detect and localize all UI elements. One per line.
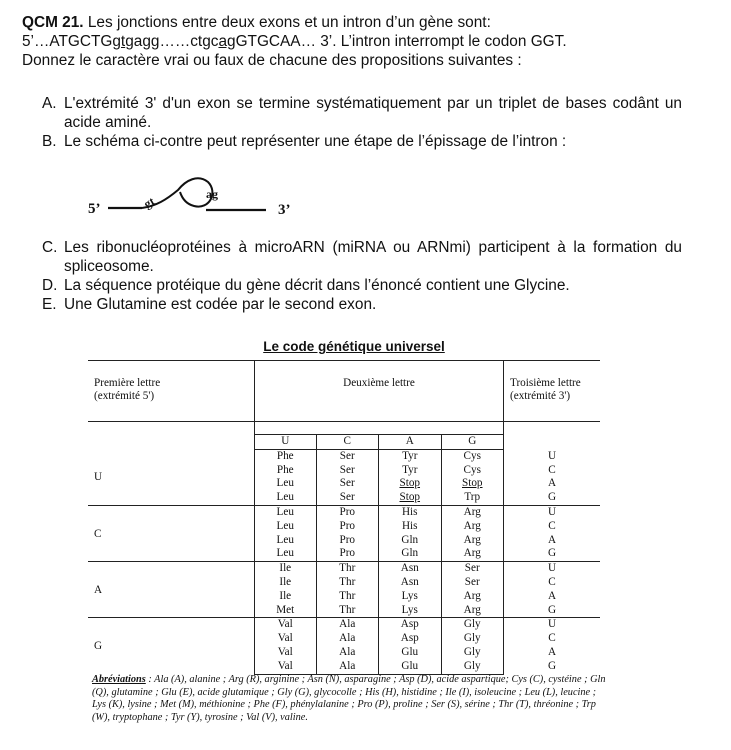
question-id: QCM 21. [22,14,84,31]
table-title: Le code génétique universel [263,339,445,354]
question-statement [22,13,702,70]
abbreviations-text: : Ala (A), alanine ; Arg (R), arginine ; Asn (N), asparagine ; Asp (D), acide aspartique; Cys (C), cystéine ; Gln (Q), glutamine ; Glu (E), acide glutamique ; Gly (G), glycocolle ; His (H), histidine ; Ile (I), isoleucine ; Leu (L), leucine ; Lys (K), lysine ; Met (M), méthionine ; Phe (F), phénylalanine ; Pro (P), proline ; Ser (S), sérine ; Thr (T), thréonine ; Trp (W), tryptophane ; Tyr (Y), tyrosine ; Val (V), valine. [92,674,606,723]
third-letter-cell: A [547,477,557,490]
amino-acid-cell: Arg [463,519,481,532]
proposition-b: B. Le schéma ci-contre peut représenter une étape de l’épissage de l’intron : [42,133,567,150]
amino-acid-cell: Phe [276,463,294,476]
amino-acid-cell: Stop [399,477,421,490]
amino-acid-column [442,506,505,561]
third-letter-cell: C [548,575,556,588]
sequence-part-3: GTGCAA… 3’. L’intron interrompt le codon GGT. [235,33,567,50]
amino-acid-cell: Pro [339,547,356,560]
amino-acid-cell: Pro [339,505,356,518]
amino-acid-column [254,618,317,673]
amino-acid-column [442,618,505,673]
amino-acid-cell: Lys [401,589,418,602]
abbreviations-label: Abréviations [92,674,146,685]
table-header [88,360,600,422]
second-letter-columns [88,434,600,450]
third-letter-cell: G [547,603,557,616]
amino-acid-cell: Ile [279,562,292,575]
amino-acid-cell: Glu [401,645,419,658]
amino-acid-column [317,618,380,673]
amino-acid-cell: Phe [276,449,294,462]
amino-acid-cell: Asn [400,562,419,575]
third-letter-cell: U [547,562,557,575]
amino-acid-cell: Stop [399,491,421,504]
first-letter-cell: G [94,640,103,653]
amino-acid-cell: Stop [461,477,483,490]
amino-acid-column [254,450,317,505]
amino-acid-cell: Asp [400,632,419,645]
sequence-gt: gt [112,33,126,50]
third-letter-cell: G [547,659,557,672]
third-letter-cell: C [548,519,556,532]
amino-acid-cell: Cys [463,449,481,462]
amino-acid-cell: Ser [339,463,355,476]
amino-acid-cell: Thr [339,603,356,616]
sequence-ag: ag [218,33,236,50]
amino-acid-cell: Tyr [402,463,418,476]
amino-acid-cell: Leu [276,533,294,546]
amino-acid-cell: Lys [401,603,418,616]
amino-acid-cell: Ser [339,477,355,490]
amino-acid-cell: Ala [339,618,356,631]
amino-acid-cell: Leu [276,547,294,560]
third-letter-heading: Troisième lettre [510,377,581,389]
abbreviations-legend [92,674,612,724]
amino-acid-column [317,450,380,505]
propositions-c-e [42,238,682,314]
three-prime-label: 3’ [278,202,291,218]
amino-acid-cell: Cys [463,463,481,476]
third-letter-cell: U [547,449,557,462]
sequence-part-2: gagg……ctgc [125,33,219,50]
amino-acid-column [442,450,505,505]
codon-block [88,562,600,618]
amino-acid-cell: Thr [339,575,356,588]
amino-acid-cell: Asp [400,618,419,631]
gt-label: gt [141,193,157,212]
five-prime-label: 5’ [88,201,101,217]
first-letter-cell: A [88,562,254,618]
codon-block [88,450,600,506]
amino-acid-cell: Pro [339,533,356,546]
first-letter-cell: U [88,450,254,506]
first-letter-heading: Première lettre [94,377,161,389]
sequence-part-1: 5’…ATGCTG [22,33,113,50]
third-letter-cell: C [548,463,556,476]
amino-acid-cell: Leu [276,519,294,532]
amino-acid-cell: Arg [463,533,481,546]
amino-acid-column [379,450,442,505]
amino-acid-cell: Gln [401,533,419,546]
amino-acid-cell: Ser [464,562,480,575]
amino-acid-cell: Arg [463,505,481,518]
amino-acid-cell: Ile [279,575,292,588]
first-letter-sub: (extrémité 5') [94,390,155,402]
propositions-a-b [42,94,682,151]
third-letter-cell: G [547,491,557,504]
ag-label: ag [206,187,218,201]
amino-acid-cell: Ala [339,632,356,645]
amino-acid-cell: Arg [463,603,481,616]
column-header: G [442,434,505,450]
amino-acid-cell: Gly [463,645,481,658]
codon-block [88,618,600,674]
amino-acid-column [379,562,442,617]
amino-acid-cell: Gly [463,659,481,672]
proposition-c: C. Les ribonucléoprotéines à microARN (miRNA ou ARNmi) participent à la formation du spliceosome. [42,239,682,275]
amino-acid-cell: His [401,519,418,532]
third-letter-cell: A [547,589,557,602]
third-letter-cell: A [547,533,557,546]
amino-acid-column [379,618,442,673]
column-header: U [254,434,317,450]
third-letter-cell: A [547,645,557,658]
second-letter-heading: Deuxième lettre [254,361,504,421]
amino-acid-cell: Leu [276,491,294,504]
amino-acid-cell: Val [277,645,293,658]
amino-acid-cell: Met [276,603,295,616]
amino-acid-cell: Thr [339,562,356,575]
amino-acid-cell: Trp [464,491,481,504]
amino-acid-cell: Ser [464,575,480,588]
question-line1: Les jonctions entre deux exons et un intron d’un gène sont: [83,14,491,31]
amino-acid-column [379,506,442,561]
amino-acid-cell: Ala [339,659,356,672]
amino-acid-cell: Arg [463,589,481,602]
third-letter-cell: C [548,632,556,645]
amino-acid-cell: Thr [339,589,356,602]
proposition-d: D. La séquence protéique du gène décrit dans l’énoncé contient une Glycine. [42,277,570,294]
amino-acid-cell: Arg [463,547,481,560]
proposition-a: A. L'extrémité 3' d'un exon se termine systématiquement par un triplet de bases codânt un acide aminé. [42,95,682,131]
amino-acid-cell: Pro [339,519,356,532]
third-letter-cell: U [547,618,557,631]
amino-acid-cell: Glu [401,659,419,672]
amino-acid-cell: Asn [400,575,419,588]
amino-acid-cell: Val [277,632,293,645]
amino-acid-cell: Ala [339,645,356,658]
amino-acid-cell: Val [277,618,293,631]
amino-acid-cell: Ser [339,491,355,504]
amino-acid-cell: Val [277,659,293,672]
amino-acid-column [317,562,380,617]
amino-acid-cell: Ser [339,449,355,462]
splicing-lariat-diagram [86,168,316,228]
third-letter-cell: U [547,505,557,518]
first-letter-cell: C [88,506,254,562]
amino-acid-cell: Gly [463,618,481,631]
amino-acid-cell: Gly [463,632,481,645]
codon-blocks [88,450,600,675]
amino-acid-cell: His [401,505,418,518]
third-letter-sub: (extrémité 3') [510,390,571,402]
amino-acid-column [254,506,317,561]
amino-acid-column [317,506,380,561]
question-instruction: Donnez le caractère vrai ou faux de chacune des propositions suivantes : [22,52,522,69]
amino-acid-cell: Gln [401,547,419,560]
amino-acid-column [442,562,505,617]
genetic-code-table [88,360,600,675]
amino-acid-cell: Tyr [402,449,418,462]
column-header: C [317,434,380,450]
amino-acid-cell: Ile [279,589,292,602]
third-letter-cell: G [547,547,557,560]
codon-block [88,506,600,562]
amino-acid-cell: Leu [276,505,294,518]
amino-acid-column [254,562,317,617]
proposition-e: E. Une Glutamine est codée par le second exon. [42,296,377,313]
amino-acid-cell: Leu [276,477,294,490]
column-header: A [379,434,442,450]
